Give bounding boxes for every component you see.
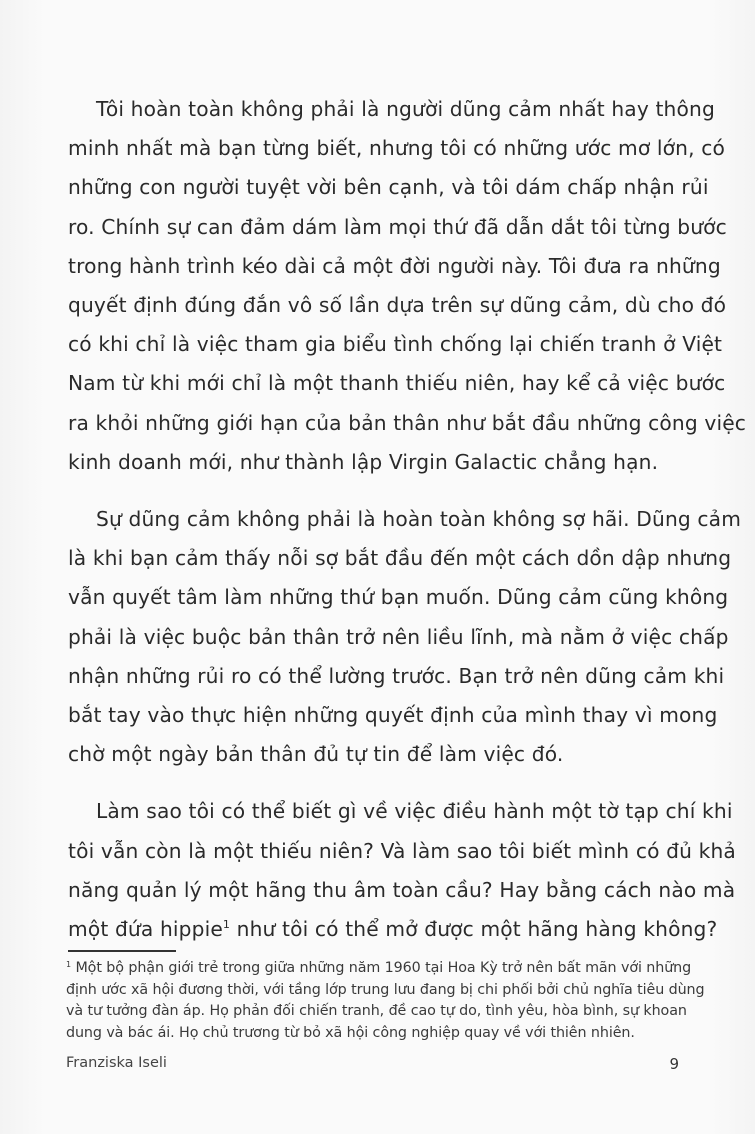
main-text [68, 90, 747, 967]
text-line: ra khỏi những giới hạn của bản thân như bắt đầu những công việc [68, 410, 747, 435]
text-line: Sự dũng cảm không phải là hoàn toàn không sợ hãi. Dũng cảm [96, 507, 742, 532]
paragraph-3 [68, 792, 736, 949]
footnote-line: dung và bác ái. Họ chủ trương từ bỏ xã hội công nghiệp quay về với thiên nhiên. [66, 1024, 635, 1041]
text-line: bắt tay vào thực hiện những quyết định của mình thay vì mong [68, 703, 718, 728]
text-line: có khi chỉ là việc tham gia biểu tình chống lại chiến tranh ở Việt [68, 332, 723, 357]
footnote-marker: 1 [66, 960, 71, 969]
footnote-separator [68, 950, 176, 952]
text-line [68, 910, 718, 949]
text-line: tôi vẫn còn là một thiếu niên? Và làm sao tôi biết mình có đủ khả [68, 838, 736, 863]
paragraph-2 [68, 500, 742, 774]
text-line: vẫn quyết tâm làm những thứ bạn muốn. Dũng cảm cũng không [68, 585, 729, 610]
footnote-line [66, 958, 696, 980]
text-line: Tôi hoàn toàn không phải là người dũng cảm nhất hay thông [96, 97, 715, 121]
footnote-line: và tư tưởng đàn áp. Họ phản đối chiến tranh, đề cao tự do, tình yêu, hòa bình, sự khoan [66, 1003, 687, 1020]
text-line: minh nhất mà bạn từng biết, nhưng tôi có những ước mơ lớn, có [68, 136, 726, 161]
text-line: kinh doanh mới, như thành lập Virgin Galactic chẳng hạn. [68, 449, 659, 474]
text-fragment: một đứa hippie [68, 917, 223, 942]
text-line: Làm sao tôi có thể biết gì về việc điều hành một tờ tạp chí khi [96, 799, 733, 824]
text-fragment: như tôi có thể mở được một hãng hàng không? [230, 917, 718, 942]
text-line: trong hành trình kéo dài cả một đời người này. Tôi đưa ra những [68, 253, 721, 278]
text-line: nhận những rủi ro có thể lường trước. Bạn trở nên dũng cảm khi [68, 663, 725, 688]
text-line: phải là việc buộc bản thân trở nên liều lĩnh, mà nằm ở việc chấp [68, 624, 729, 649]
text-line: ro. Chính sự can đảm dám làm mọi thứ đã dẫn dắt tôi từng bước [68, 214, 727, 239]
text-line: là khi bạn cảm thấy nỗi sợ bắt đầu đến một cách dồn dập nhưng [68, 546, 732, 571]
text-line: năng quản lý một hãng thu âm toàn cầu? Hay bằng cách nào mà [68, 877, 736, 902]
page-number: 9 [669, 1055, 679, 1073]
paragraph-1 [68, 90, 747, 482]
footnote-text: Một bộ phận giới trẻ trong giữa những năm 1960 tại Hoa Kỳ trở nên bất mãn với những [71, 960, 692, 976]
footnote-reference[interactable]: 1 [222, 918, 231, 932]
text-line: Nam từ khi mới chỉ là một thanh thiếu niên, hay kể cả việc bước [68, 371, 726, 396]
text-line: những con người tuyệt vời bên cạnh, và tôi dám chấp nhận rủi [68, 175, 709, 200]
text-line: chờ một ngày bản thân đủ tự tin để làm việc đó. [68, 742, 564, 767]
text-line: quyết định đúng đắn vô số lần dựa trên sự dũng cảm, dù cho đó [68, 293, 727, 318]
footer-author: Franziska Iseli [66, 1055, 167, 1071]
footnote [66, 958, 705, 1044]
footnote-line: định ước xã hội đương thời, với tầng lớp trung lưu đang bị chi phối bởi chủ nghĩa tiêu dùng [66, 981, 705, 998]
